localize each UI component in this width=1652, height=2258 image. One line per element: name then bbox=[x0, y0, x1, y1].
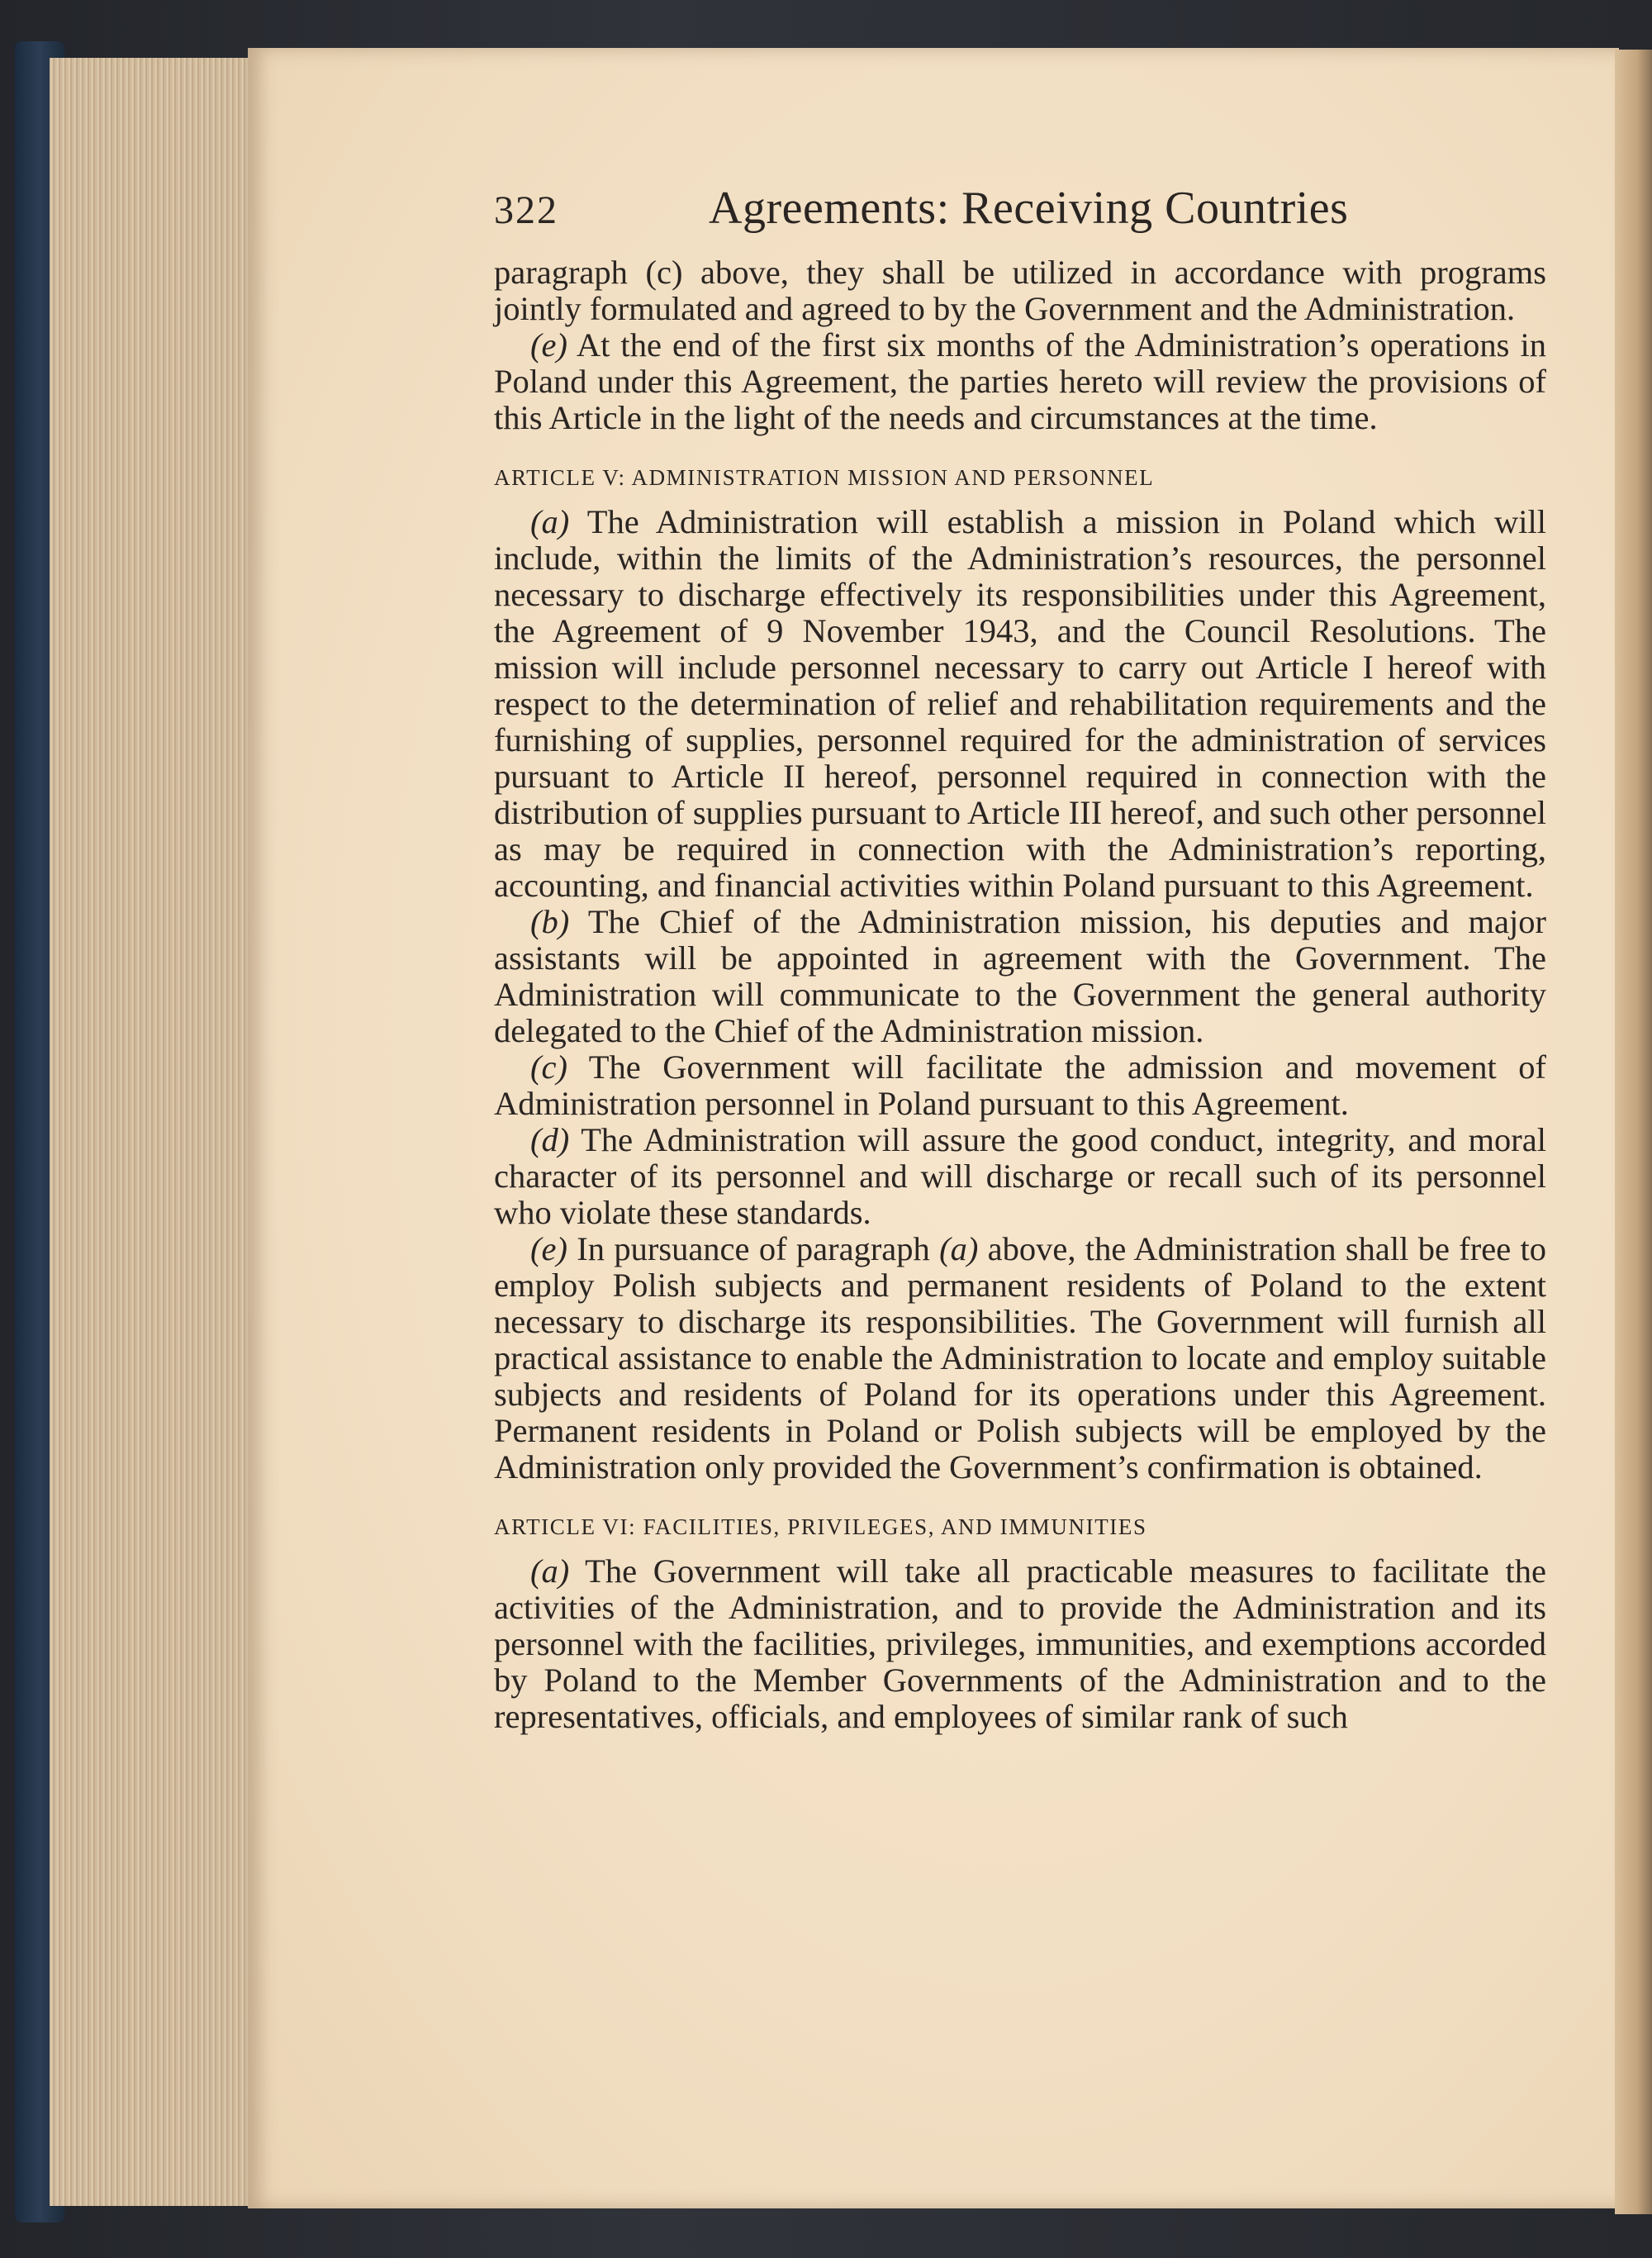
article-vi-heading: ARTICLE VI: FACILITIES, PRIVILEGES, AND IMMUNITIES bbox=[494, 1514, 1147, 1539]
paragraph-label: (e) bbox=[530, 326, 567, 364]
article-v-paragraph-a bbox=[494, 504, 1546, 904]
paragraph-text: The Chief of the Administration mission, his deputies and major assistants will be appointed in agreement with the Government. The Administration will communicate to the Government the general authority delegated to the Chief of the Administration mission. bbox=[494, 903, 1546, 1049]
paragraph-label: (c) bbox=[530, 1048, 567, 1086]
paragraph-text: In pursuance of paragraph bbox=[577, 1230, 930, 1267]
paragraph-label: (a) bbox=[530, 503, 570, 540]
running-head bbox=[494, 183, 1546, 253]
facing-page-edge bbox=[1615, 50, 1652, 2214]
article-v-paragraph-e bbox=[494, 1231, 1546, 1486]
continuation-paragraph bbox=[494, 254, 1546, 327]
paragraph-text: The Administration will assure the good conduct, integrity, and moral character of its personnel and will discharge or recall such of its personnel who violate these standards. bbox=[494, 1121, 1546, 1231]
page-number: 322 bbox=[494, 188, 558, 232]
article-v-paragraph-d bbox=[494, 1122, 1546, 1231]
paragraph-label: (a) bbox=[530, 1552, 570, 1590]
paragraph-label: (e) bbox=[530, 1230, 567, 1267]
article-v-heading: ARTICLE V: ADMINISTRATION MISSION AND PERSONNEL bbox=[494, 465, 1155, 490]
article-v-paragraph-c bbox=[494, 1049, 1546, 1122]
paragraph-text: The Government will facilitate the admission and movement of Administration personnel in Poland pursuant to this Agreement. bbox=[494, 1048, 1546, 1122]
paragraph-e-top bbox=[494, 327, 1546, 436]
page-stack-edges bbox=[50, 58, 273, 2206]
paragraph-text: above, the Administration shall be free to employ Polish subjects and permanent residents of Poland to the extent necessary to discharge its responsibilities. The Government will furnish all practical assistance to enable the Administration to locate and employ suitable subjects and residents of Poland for its operations under this Agreement. Permanent residents in Poland or Polish subjects will be employed by the Administration only provided the Government’s confirmation is obtained. bbox=[494, 1230, 1547, 1486]
paragraph-text: The Government will take all practicable measures to facilitate the activities of the Administration, and to provide the Administration and its personnel with the facilities, privileges, immunities, and exemptions accorded by Poland to the Member Governments of the Administration and to the representatives, officials, and employees of similar rank of such bbox=[494, 1552, 1546, 1735]
paragraph-label: (d) bbox=[530, 1121, 570, 1158]
running-title: Agreements: Receiving Countries bbox=[709, 183, 1349, 234]
article-vi-paragraph-a bbox=[494, 1553, 1546, 1735]
paragraph-text: The Administration will establish a mission in Poland which will include, within the limits of the Administration’s resources, the personnel necessary to discharge effectively its responsibilities under this Agreement, the Agreement of 9 November 1943, and the Council Resolutions. The mission will include personnel necessary to carry out Article I hereof with respect to the determination of relief and rehabilitation requirements and the furnishing of supplies, personnel required for the administration of services pursuant to Article II hereof, personnel required in connection with the distribution of supplies pursuant to Article III hereof, and such other personnel as may be required in connection with the Administration’s reporting, accounting, and financial activities within Poland pursuant to this Agreement. bbox=[494, 503, 1546, 904]
paragraph-text: At the end of the first six months of the Administration’s operations in Poland under this Agreement, the parties hereto will review the provisions of this Article in the light of the needs and circumstances at the time. bbox=[494, 326, 1546, 436]
paragraph-label: (b) bbox=[530, 903, 570, 940]
paragraph-reference: (a) bbox=[939, 1230, 979, 1267]
article-v-paragraph-b bbox=[494, 904, 1546, 1049]
continuation-text: paragraph (c) above, they shall be utilized in accordance with programs jointly formulated and agreed to by the Government and the Administration. bbox=[494, 254, 1546, 327]
page-content bbox=[494, 183, 1547, 1735]
